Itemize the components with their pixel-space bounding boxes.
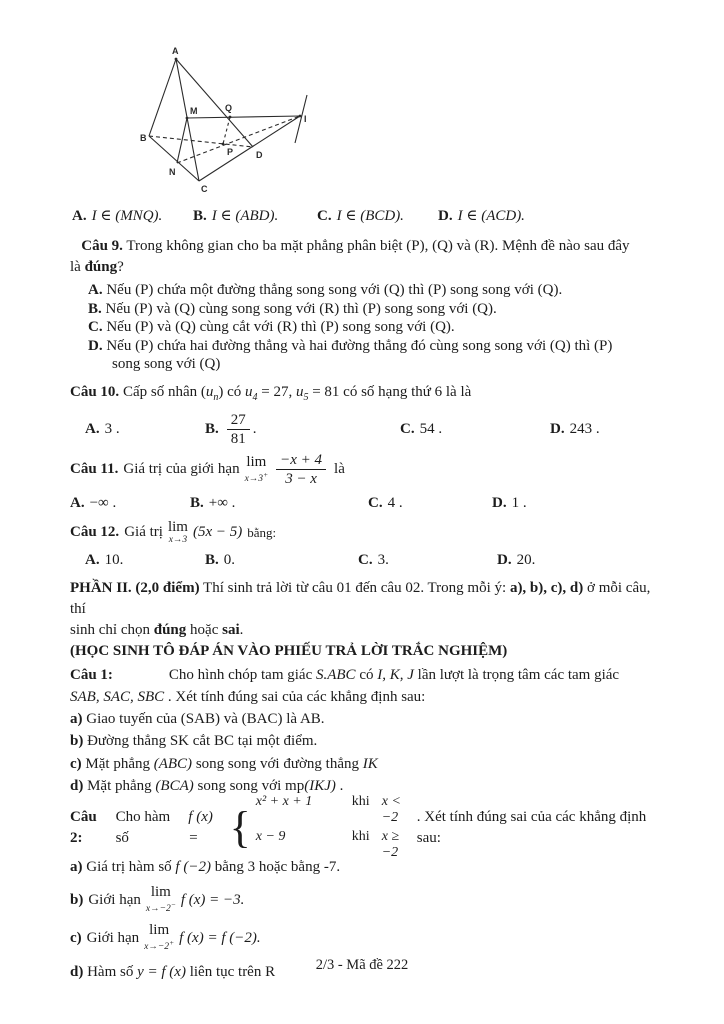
- q12-option-c-text: 3.: [377, 551, 389, 568]
- piecewise-brace: {: [229, 802, 251, 852]
- q12-option-b-letter: B.: [205, 551, 219, 568]
- q9-option-c-text: Nếu (P) và (Q) cùng cắt với (R) thì (P) song song với (Q).: [106, 319, 455, 335]
- q9-option-d-letter: D.: [88, 337, 103, 354]
- q12-option-a-letter: A.: [85, 551, 100, 568]
- q10-u5-sub: 5: [303, 391, 309, 403]
- part2-line1: [70, 578, 660, 620]
- q8-option-a-letter: A.: [72, 208, 87, 224]
- part2-dung: đúng: [153, 621, 187, 638]
- q9-option-a: [70, 281, 660, 300]
- q11-answer-row: [70, 493, 660, 513]
- figure-label-n: N: [169, 167, 176, 177]
- c2-question: [70, 794, 660, 860]
- part2-title: PHẦN II. (2,0 điểm): [70, 579, 200, 596]
- q9-number: Câu 9.: [81, 238, 123, 254]
- c1-text3: lần lượt là trọng tâm các tam giác: [413, 666, 620, 683]
- c1-item-c-text2: song song với đường thẳng: [192, 755, 363, 772]
- c1-line1: [70, 664, 660, 686]
- q10-option-d: [550, 409, 600, 451]
- c2-post-text: . Xét tính đúng sai của các khẳng định sau:: [416, 809, 647, 846]
- q11-option-a-text: −∞ .: [89, 494, 117, 511]
- part2-line2: [70, 620, 660, 641]
- limit-symbol: [146, 885, 176, 915]
- q9-option-a-letter: A.: [88, 282, 103, 298]
- q8-option-c-text: I ∈ (BCD).: [336, 208, 404, 224]
- c2-item-c-label: c): [70, 929, 82, 946]
- q8-option-d-letter: D.: [438, 208, 453, 224]
- limit-symbol: [168, 520, 188, 546]
- q9-line2: [70, 257, 660, 278]
- q11-numerator: −x + 4: [276, 452, 326, 471]
- q9-option-c-letter: C.: [88, 319, 103, 335]
- q9-intro2-pre: là: [70, 259, 85, 275]
- q12-question: [70, 519, 660, 547]
- c2-item-a-text1: Giá trị hàm số: [82, 858, 176, 875]
- q10-answer-row: [70, 409, 660, 451]
- c1-item-a: [70, 708, 660, 731]
- q8-option-a: [72, 206, 162, 226]
- pyramid-figure-svg: [140, 40, 330, 200]
- q9-option-b: [70, 300, 660, 319]
- q8-option-d: [438, 206, 525, 226]
- q11-post-text: là: [334, 461, 345, 478]
- c1-math1: S.ABC: [315, 666, 356, 683]
- point-P: [222, 143, 225, 146]
- q10-text2: ) có: [218, 383, 245, 400]
- c1-item-a-label: a): [70, 710, 83, 727]
- q11-option-c-letter: C.: [368, 494, 383, 511]
- c1-item-b-text: Đường thẳng SK cắt BC tại một điểm.: [83, 733, 318, 749]
- part2-sai: sai: [222, 621, 240, 638]
- q10-u4-sub: 4: [252, 391, 258, 403]
- q11-question: [70, 451, 660, 489]
- c2-function-lhs: f (x) =: [188, 809, 213, 846]
- q12-lim-sub-text: x→3: [168, 534, 188, 545]
- q10-un: u: [205, 383, 214, 400]
- q9-intro: Trong không gian cho ba mặt phẳng phân biệt (P), (Q) và (R). Mệnh đề nào sau đây: [126, 238, 630, 254]
- q11-option-d: [492, 493, 527, 513]
- q11-option-b: [190, 493, 235, 513]
- q8-answer-row: [70, 206, 660, 230]
- q10-text4: = 81 có số hạng thứ 6 là là: [308, 383, 472, 400]
- c2-item-c-text1: Giới hạn: [86, 929, 140, 946]
- edge-MI: [187, 116, 300, 118]
- c1-text2: có: [355, 666, 378, 683]
- q10-un-sub: n: [213, 391, 219, 403]
- c2-item-c-lim-sub-text: x→−2: [144, 942, 170, 953]
- edge-AB: [149, 59, 176, 136]
- q8-option-b-letter: B.: [193, 208, 207, 224]
- q11-lim-subscript: [245, 471, 269, 485]
- c1-line2: [70, 686, 660, 708]
- q10-option-b-numerator: 27: [227, 412, 250, 431]
- geometry-figure: [140, 40, 330, 200]
- part2-header: [70, 578, 660, 662]
- c2-pre-text: Cho hàm số: [115, 809, 171, 846]
- edge-CI: [199, 116, 300, 181]
- q11-option-d-text: 1 .: [511, 494, 527, 511]
- c1-question: [70, 664, 660, 708]
- figure-label-i: I: [304, 114, 307, 124]
- dashed-BD: [149, 136, 253, 147]
- part2-instructions: Thí sinh trả lời từ câu 01 đến câu 02. Trong mỗi ý:: [199, 579, 510, 596]
- q12-option-b: [205, 550, 235, 570]
- c2-item-b-text1: Giới hạn: [88, 891, 141, 908]
- figure-label-q: Q: [225, 103, 233, 113]
- q8-option-a-text: I ∈ (MNQ).: [91, 208, 163, 224]
- c2-item-d-label: d): [70, 964, 84, 980]
- c2-row2-khi: khi: [351, 828, 370, 844]
- q12-option-a-text: 10.: [104, 551, 124, 568]
- c1-item-c-text1: Mặt phẳng: [81, 755, 154, 772]
- c2-item-d-text2: liên tục trên R: [185, 964, 276, 980]
- q11-number: Câu 11.: [70, 461, 119, 478]
- c2-item-c-lim-sub-sign: +: [169, 938, 175, 948]
- c1-item-b-label: b): [70, 733, 84, 749]
- q9-intro2-post: ?: [117, 259, 124, 275]
- figure-label-a: A: [172, 46, 179, 56]
- c1-item-b: [70, 730, 660, 753]
- dashed-QP: [223, 117, 230, 144]
- q12-post-text: bằng:: [247, 524, 277, 540]
- q12-number: Câu 12.: [70, 524, 120, 541]
- q11-option-b-letter: B.: [190, 494, 204, 511]
- q12-answer-row: [70, 550, 660, 572]
- c1-item-d-text3: .: [335, 778, 344, 794]
- q12-option-d-text: 20.: [516, 551, 536, 568]
- c2-item-a-text2: bằng 3 hoặc bằng -7.: [210, 858, 341, 875]
- c2-item-c-math1: f (x) = f (−2).: [179, 929, 261, 946]
- c2-item-a-label: a): [70, 858, 83, 875]
- point-A: [175, 58, 178, 61]
- c2-item-d-text1: Hàm số: [83, 964, 138, 980]
- q12-lim-subscript: [169, 536, 187, 546]
- q8-option-d-text: I ∈ (ACD).: [457, 208, 525, 224]
- q9-option-b-letter: B.: [88, 300, 102, 317]
- q10-option-d-text: 243 .: [569, 421, 600, 438]
- q12-option-d: [497, 550, 535, 570]
- q10-option-a-letter: A.: [85, 421, 100, 438]
- q12-option-c: [358, 550, 389, 570]
- c2-item-d-math1: y = f (x): [137, 964, 186, 980]
- q10-question: [70, 381, 660, 409]
- limit-symbol: [144, 923, 174, 953]
- limit-symbol: [245, 455, 269, 485]
- c2-item-c: [70, 923, 660, 953]
- part2-line2-pre: sinh chỉ chọn: [70, 621, 154, 638]
- q9-option-d: [70, 337, 660, 374]
- c1-item-c-label: c): [70, 755, 82, 772]
- q9-option-d-line2: [88, 355, 660, 374]
- c2-item-c-lim: lim: [149, 922, 170, 939]
- q8-option-c-letter: C.: [317, 208, 332, 224]
- q10-option-a: [85, 409, 120, 451]
- c2-number: Câu 2:: [70, 809, 97, 846]
- q10-u5: u: [295, 383, 304, 400]
- q8-option-c: [317, 206, 404, 226]
- q9-option-b-text: Nếu (P) và (Q) cùng song song với (R) thì (P) song song với (Q).: [105, 300, 497, 317]
- c2-row2-expr: x − 9: [255, 828, 286, 844]
- q12-lim-word: lim: [167, 518, 188, 535]
- q9-option-a-text: Nếu (P) chứa một đường thẳng song song với (Q) thì (P) song song với (Q).: [106, 282, 563, 298]
- q10-option-b-denominator: 81: [230, 431, 246, 447]
- piecewise-row-1: [256, 794, 412, 826]
- c2-row1-khi: khi: [351, 794, 370, 810]
- q11-option-c: [368, 493, 403, 513]
- q9-line1: [70, 236, 660, 257]
- q11-lim-word: lim: [246, 453, 267, 470]
- c1-item-c: [70, 753, 660, 776]
- c2-item-b-lim: lim: [150, 884, 171, 901]
- q8-option-b-text: I ∈ (ABD).: [211, 208, 279, 224]
- c1-item-d-math2: (IKJ): [304, 778, 336, 794]
- c1-text4: . Xét tính đúng sai của các khẳng định sau:: [164, 688, 426, 705]
- q11-option-c-text: 4 .: [387, 494, 403, 511]
- c1-item-d-label: d): [70, 778, 84, 794]
- point-Q: [229, 116, 232, 119]
- point-I: [299, 115, 302, 118]
- piecewise-cases: [256, 794, 412, 860]
- c2-item-b-label: b): [70, 891, 84, 908]
- q10-option-c: [400, 409, 442, 451]
- q9-options: [70, 281, 660, 374]
- c2-row1-expr: x² + x + 1: [255, 794, 313, 810]
- q11-lim-sub-text: x→3: [244, 473, 264, 484]
- q10-option-c-letter: C.: [400, 421, 415, 438]
- edge-AD: [176, 59, 253, 147]
- part2-line2-post: .: [239, 621, 244, 638]
- c1-item-c-math1: (ABC): [153, 755, 193, 772]
- q10-option-a-text: 3 .: [104, 421, 120, 438]
- page-footer: [0, 956, 724, 976]
- q12-option-b-text: 0.: [223, 551, 236, 568]
- part2-instructions2: ở mỗi câu, thí: [70, 579, 651, 617]
- q9-intro2-bold: đúng: [84, 259, 118, 275]
- figure-label-c: C: [201, 184, 208, 194]
- q11-option-d-letter: D.: [492, 494, 507, 511]
- fraction-27-81: [227, 412, 250, 448]
- q10-text3: = 27,: [257, 383, 296, 400]
- q11-option-b-text: +∞ .: [208, 494, 236, 511]
- q11-option-a-letter: A.: [70, 494, 85, 511]
- c1-math3: SAB, SAC, SBC: [70, 688, 165, 705]
- edge-MN: [177, 118, 187, 163]
- q10-option-b: [205, 409, 257, 451]
- q11-denominator: 3 − x: [285, 471, 317, 487]
- part2-line2-mid: hoặc: [186, 621, 223, 638]
- c1-item-d-text1: Mặt phẳng: [83, 778, 156, 794]
- q12-expression: (5x − 5): [192, 524, 243, 541]
- figure-label-p: P: [227, 147, 234, 157]
- q10-u4: u: [245, 383, 253, 400]
- part2-letters: a), b), c), d): [509, 579, 584, 596]
- figure-label-d: D: [256, 150, 263, 160]
- q9-option-c: [70, 318, 660, 337]
- q10-option-b-letter: B.: [205, 421, 219, 438]
- figure-label-b: B: [140, 133, 147, 143]
- q12-option-d-letter: D.: [497, 551, 512, 568]
- q12-option-c-letter: C.: [358, 551, 373, 568]
- part2-line3: [70, 641, 660, 662]
- page-number-and-code: 2/3 - Mã đề 222: [315, 957, 409, 973]
- c2-row1-cond: x < −2: [381, 794, 401, 826]
- q9-option-d-text2: song song với (Q): [112, 356, 221, 372]
- q11-pre-text: Giá trị của giới hạn: [123, 461, 240, 478]
- c2-item-b-math1: f (x) = −3.: [180, 891, 245, 908]
- c1-item-d-math1: (BCA): [155, 778, 194, 794]
- q12-option-a: [85, 550, 123, 570]
- c2-item-c-lim-subscript: [144, 939, 174, 953]
- c2-row2-cond: x ≥ −2: [381, 828, 400, 860]
- q11-option-a: [70, 493, 116, 513]
- q8-option-b: [193, 206, 278, 226]
- c2-item-b-lim-subscript: [146, 901, 176, 915]
- c1-item-a-text: Giao tuyến của (SAB) và (BAC) là AB.: [82, 710, 325, 727]
- q9-option-d-text: Nếu (P) chứa hai đường thẳng và hai đường thẳng đó cùng song song với (Q) thì (P): [106, 337, 613, 354]
- c1-item-c-math2: IK: [362, 755, 378, 772]
- q10-option-c-text: 54 .: [419, 421, 443, 438]
- c2-item-b-lim-sub-text: x→−2: [145, 904, 171, 915]
- q11-lim-sub-sign: +: [263, 469, 269, 479]
- q9-question: [70, 236, 660, 278]
- fraction-limit-q11: [276, 452, 326, 488]
- c1-number: Câu 1:: [70, 666, 113, 683]
- c2-item-a-math1: f (−2): [175, 858, 211, 875]
- c1-text1: Cho hình chóp tam giác: [168, 666, 316, 683]
- c1-math2: I, K, J: [377, 666, 414, 683]
- q10-option-b-period: .: [252, 421, 257, 438]
- part2-note: (HỌC SINH TÔ ĐÁP ÁN VÀO PHIẾU TRẢ LỜI TRẮC NGHIỆM): [70, 642, 508, 659]
- figure-label-m: M: [190, 106, 198, 116]
- point-M: [186, 117, 189, 120]
- q10-number: Câu 10.: [70, 383, 120, 400]
- q10-text1: Cấp số nhân (: [119, 383, 206, 400]
- c2-item-b-lim-sub-sign: −: [170, 900, 176, 910]
- c2-item-b: [70, 885, 660, 915]
- q12-pre-text: Giá trị: [124, 524, 163, 541]
- c1-item-d-text2: song song với mp: [193, 778, 305, 794]
- q10-option-d-letter: D.: [550, 421, 565, 438]
